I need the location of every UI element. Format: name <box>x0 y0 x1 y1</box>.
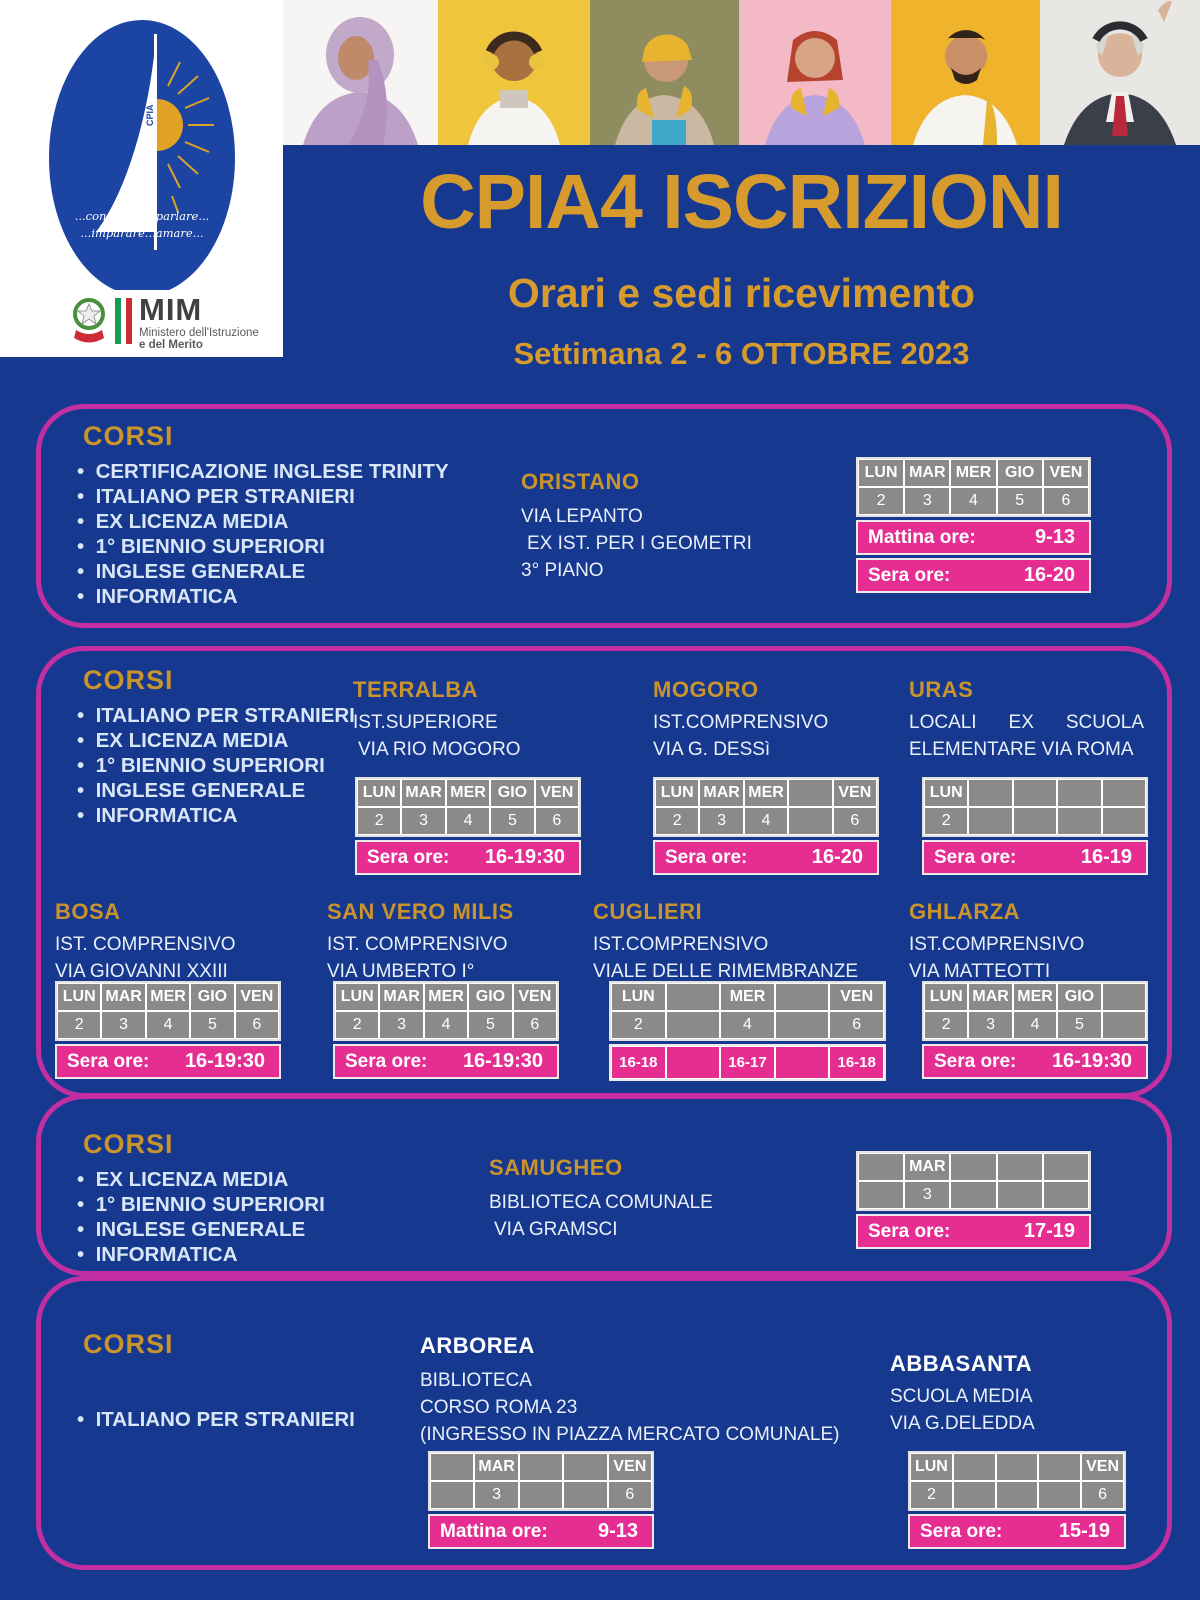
schedule-san-vero-milis <box>333 981 559 1079</box>
date-cell: 5 <box>490 807 534 835</box>
location-name: SAMUGHEO <box>489 1155 623 1180</box>
location-oristano <box>521 469 752 584</box>
corsi-heading: CORSI <box>83 421 174 451</box>
schedule-oristano <box>856 457 1091 593</box>
location-terralba <box>353 677 521 763</box>
photo-man-beard <box>891 0 1040 145</box>
course-item: • INFORMATICA <box>77 803 355 828</box>
day-cell <box>996 1453 1039 1481</box>
address-line: VIALE DELLE RIMEMBRANZE <box>593 961 859 982</box>
flag-bars <box>115 298 132 344</box>
hours-row: Mattina ore: 9-13 <box>856 520 1091 555</box>
person-illustration <box>438 0 590 145</box>
hours-row: Sera ore: 16-19:30 <box>333 1044 559 1079</box>
date-cell: 4 <box>146 1011 190 1039</box>
day-cell: MAR <box>699 779 743 807</box>
hours-slot-cell: 16-17 <box>720 1046 775 1079</box>
day-cell: LUN <box>924 983 968 1011</box>
day-cell <box>953 1453 996 1481</box>
course-item: • INFORMATICA <box>77 584 449 609</box>
date-cell <box>1102 807 1146 835</box>
date-cell: 6 <box>1081 1481 1124 1509</box>
date-cell: 3 <box>699 807 743 835</box>
address-line: (INGRESSO IN PIAZZA MERCATO COMUNALE) <box>420 1424 840 1445</box>
address-line: CORSO ROMA 23 <box>420 1397 578 1418</box>
day-cell: LUN <box>655 779 699 807</box>
hours-row: Sera ore: 17-19 <box>856 1214 1091 1249</box>
person-illustration <box>590 0 739 145</box>
course-item: • CERTIFICAZIONE INGLESE TRINITY <box>77 459 449 484</box>
hours-row: Mattina ore: 9-13 <box>428 1514 654 1549</box>
location-name: URAS <box>909 677 974 702</box>
course-item: • INGLESE GENERALE <box>77 559 449 584</box>
photo-strip <box>283 0 1200 145</box>
address-line: SCUOLA MEDIA <box>890 1386 1033 1407</box>
date-cell: 2 <box>924 807 968 835</box>
course-list <box>77 459 449 609</box>
address-line: VIA UMBERTO I° <box>327 961 475 982</box>
address-line: VIA G.DELEDDA <box>890 1413 1035 1434</box>
address-line: IST. COMPRENSIVO <box>327 934 508 955</box>
section-arborea-abbasanta <box>36 1276 1172 1570</box>
location-name: BOSA <box>55 899 121 924</box>
mim-logo <box>70 294 259 351</box>
day-cell <box>1057 779 1101 807</box>
date-cell: 6 <box>535 807 579 835</box>
date-cell: 4 <box>1013 1011 1057 1039</box>
day-cell <box>1038 1453 1081 1481</box>
day-cell: MER <box>446 779 490 807</box>
person-illustration <box>891 0 1040 145</box>
day-cell: VEN <box>829 983 884 1011</box>
course-list <box>77 1407 355 1432</box>
location-name: ARBOREA <box>420 1333 535 1358</box>
date-cell: 2 <box>655 807 699 835</box>
day-cell: MAR <box>904 459 950 487</box>
course-item: • EX LICENZA MEDIA <box>77 509 449 534</box>
course-item: • ITALIANO PER STRANIERI <box>77 484 449 509</box>
day-cell: LUN <box>858 459 904 487</box>
day-cell <box>968 779 1012 807</box>
hours-row: Sera ore: 16-19:30 <box>922 1044 1148 1079</box>
date-cell <box>1038 1481 1081 1509</box>
date-cell: 6 <box>235 1011 279 1039</box>
date-cell: 5 <box>468 1011 512 1039</box>
photo-student-beanie <box>590 0 739 145</box>
course-item: • INGLESE GENERALE <box>77 778 355 803</box>
address-line: IST.SUPERIORE <box>353 712 498 733</box>
location-name: MOGORO <box>653 677 759 702</box>
date-cell <box>997 1181 1043 1209</box>
corsi-heading: CORSI <box>83 665 174 695</box>
hours-row: Sera ore: 16-20 <box>653 840 879 875</box>
date-cell: 3 <box>379 1011 423 1039</box>
day-cell <box>950 1153 996 1181</box>
day-cell <box>858 1153 904 1181</box>
location-samugheo <box>489 1155 713 1243</box>
schedule-abbasanta <box>908 1451 1126 1549</box>
day-cell: LUN <box>357 779 401 807</box>
date-cell <box>788 807 832 835</box>
date-cell: 5 <box>1057 1011 1101 1039</box>
hours-row: Sera ore: 15-19 <box>908 1514 1126 1549</box>
day-cell: LUN <box>57 983 101 1011</box>
hours-slot-cell <box>666 1046 721 1079</box>
date-cell: 4 <box>720 1011 775 1039</box>
date-cell: 6 <box>1043 487 1089 515</box>
corsi-heading: CORSI <box>83 1129 174 1159</box>
date-cell <box>666 1011 721 1039</box>
date-cell <box>1102 1011 1146 1039</box>
day-cell: VEN <box>235 983 279 1011</box>
schedule-arborea <box>428 1451 654 1549</box>
day-cell: GIO <box>468 983 512 1011</box>
section-oristano <box>36 404 1172 628</box>
day-cell <box>666 983 721 1011</box>
day-cell: GIO <box>190 983 234 1011</box>
corsi-heading: CORSI <box>83 1329 174 1359</box>
flag-red-bar <box>126 298 132 344</box>
date-cell: 3 <box>904 487 950 515</box>
day-cell: MER <box>744 779 788 807</box>
day-cell <box>1043 1153 1089 1181</box>
location-bosa <box>55 899 236 985</box>
hours-slot-cell: 16-18 <box>829 1046 884 1079</box>
date-cell: 6 <box>513 1011 557 1039</box>
course-item: • EX LICENZA MEDIA <box>77 1167 325 1192</box>
course-item: • 1° BIENNIO SUPERIORI <box>77 753 355 778</box>
day-cell <box>519 1453 563 1481</box>
date-cell <box>968 807 1012 835</box>
date-cell: 2 <box>335 1011 379 1039</box>
address-line: IST. COMPRENSIVO <box>55 934 236 955</box>
day-cell: GIO <box>1057 983 1101 1011</box>
address-line: VIA G. DESSì <box>653 739 771 760</box>
location-mogoro <box>653 677 828 763</box>
course-list <box>77 703 355 828</box>
hours-slot-row <box>609 1044 886 1081</box>
location-cuglieri <box>593 899 858 985</box>
date-cell <box>858 1181 904 1209</box>
address-line: LOCALI EX SCUOLA <box>909 712 1144 733</box>
hours-slot-cell: 16-18 <box>611 1046 666 1079</box>
location-uras <box>909 677 1144 763</box>
date-cell: 3 <box>968 1011 1012 1039</box>
address-line: VIA GIOVANNI XXIII <box>55 961 228 982</box>
day-cell <box>997 1153 1043 1181</box>
schedule-mogoro <box>653 777 879 875</box>
day-cell: VEN <box>535 779 579 807</box>
date-cell: 5 <box>190 1011 234 1039</box>
day-cell: MAR <box>101 983 145 1011</box>
day-cell <box>788 779 832 807</box>
address-line: IST.COMPRENSIVO <box>909 934 1085 955</box>
section-samugheo <box>36 1094 1172 1276</box>
page-subtitle: Orari e sedi ricevimento <box>507 270 976 316</box>
address-line: BIBLIOTECA <box>420 1370 532 1391</box>
day-cell: VEN <box>608 1453 652 1481</box>
day-cell: LUN <box>910 1453 953 1481</box>
person-illustration <box>1040 0 1200 145</box>
date-cell <box>953 1481 996 1509</box>
date-cell: 2 <box>858 487 904 515</box>
hours-slot-cell <box>775 1046 830 1079</box>
schedule-ghlarza <box>922 981 1148 1079</box>
hours-row: Sera ore: 16-20 <box>856 558 1091 593</box>
day-cell: MER <box>146 983 190 1011</box>
day-cell: GIO <box>490 779 534 807</box>
course-item: • 1° BIENNIO SUPERIORI <box>77 534 449 559</box>
date-cell: 2 <box>924 1011 968 1039</box>
person-illustration <box>283 0 438 145</box>
date-cell <box>950 1181 996 1209</box>
school-logo-box <box>0 0 283 357</box>
location-name: SAN VERO MILIS <box>327 899 514 924</box>
date-cell: 3 <box>401 807 445 835</box>
course-item: • INFORMATICA <box>77 1242 325 1267</box>
address-line: VIA GRAMSCI <box>494 1219 618 1240</box>
day-cell <box>1102 983 1146 1011</box>
address-line: VIA RIO MOGORO <box>358 739 521 760</box>
location-arborea <box>420 1333 839 1448</box>
day-cell: MAR <box>401 779 445 807</box>
address-line: 3° PIANO <box>521 560 604 581</box>
day-cell: MAR <box>474 1453 518 1481</box>
date-cell <box>996 1481 1039 1509</box>
day-cell: MER <box>950 459 996 487</box>
flag-green-bar <box>115 298 121 344</box>
location-name: CUGLIERI <box>593 899 703 924</box>
hours-row: Sera ore: 16-19 <box>922 840 1148 875</box>
date-cell: 3 <box>101 1011 145 1039</box>
location-name: ORISTANO <box>521 469 640 494</box>
hours-row: Sera ore: 16-19:30 <box>355 840 581 875</box>
date-cell: 4 <box>950 487 996 515</box>
date-cell: 5 <box>997 487 1043 515</box>
day-cell: MER <box>720 983 775 1011</box>
day-cell: VEN <box>1043 459 1089 487</box>
date-cell: 6 <box>829 1011 884 1039</box>
course-item: • ITALIANO PER STRANIERI <box>77 1407 355 1432</box>
day-cell <box>563 1453 607 1481</box>
day-cell: VEN <box>1081 1453 1124 1481</box>
date-cell: 6 <box>833 807 877 835</box>
address-line: BIBLIOTECA COMUNALE <box>489 1192 713 1213</box>
location-san-vero-milis <box>327 899 514 985</box>
date-cell: 2 <box>910 1481 953 1509</box>
cpia-sail-logo <box>0 0 283 290</box>
photo-woman-redhair <box>739 0 891 145</box>
date-cell <box>1013 807 1057 835</box>
date-cell: 2 <box>357 807 401 835</box>
date-cell <box>1043 1181 1089 1209</box>
week-label: Settimana 2 - 6 OTTOBRE 2023 <box>513 336 970 371</box>
date-cell: 4 <box>744 807 788 835</box>
schedule-bosa <box>55 981 281 1079</box>
page-title: CPIA4 ISCRIZIONI <box>420 159 1063 245</box>
date-cell <box>563 1481 607 1509</box>
day-cell <box>775 983 830 1011</box>
address-line: VIA LEPANTO <box>521 506 643 527</box>
location-ghlarza <box>909 899 1084 985</box>
course-list <box>77 1167 325 1267</box>
day-cell: LUN <box>611 983 666 1011</box>
course-item: • 1° BIENNIO SUPERIORI <box>77 1192 325 1217</box>
day-cell: GIO <box>997 459 1043 487</box>
day-cell: LUN <box>924 779 968 807</box>
address-line: VIA MATTEOTTI <box>909 961 1051 982</box>
day-cell: VEN <box>833 779 877 807</box>
schedule-samugheo <box>856 1151 1091 1249</box>
photo-girl-headphones <box>438 0 590 145</box>
address-line: EX IST. PER I GEOMETRI <box>527 533 752 554</box>
day-cell: MAR <box>968 983 1012 1011</box>
section-terralba-area <box>36 646 1172 1098</box>
photo-senior-man <box>1040 0 1200 145</box>
date-cell: 2 <box>57 1011 101 1039</box>
day-cell <box>430 1453 474 1481</box>
address-line: ELEMENTARE VIA ROMA <box>909 739 1134 760</box>
day-cell: VEN <box>513 983 557 1011</box>
location-name: TERRALBA <box>353 677 478 702</box>
day-cell <box>1102 779 1146 807</box>
date-cell: 4 <box>446 807 490 835</box>
date-cell <box>1057 807 1101 835</box>
date-cell: 3 <box>474 1481 518 1509</box>
day-cell: MER <box>424 983 468 1011</box>
day-cell: LUN <box>335 983 379 1011</box>
mim-acronym: MIM <box>139 292 203 327</box>
photo-woman-hijab <box>283 0 438 145</box>
day-cell: MAR <box>379 983 423 1011</box>
date-cell: 3 <box>904 1181 950 1209</box>
schedule-cuglieri <box>609 981 886 1081</box>
italy-emblem-icon <box>70 294 108 346</box>
location-abbasanta <box>890 1351 1035 1437</box>
location-name: GHLARZA <box>909 899 1021 924</box>
mim-ministry-line2: e del Merito <box>139 338 203 351</box>
hours-row: Sera ore: 16-19:30 <box>55 1044 281 1079</box>
date-cell <box>519 1481 563 1509</box>
mim-ministry-line1: Ministero dell'Istruzione <box>139 327 259 339</box>
schedule-terralba <box>355 777 581 875</box>
logo-motto-1: ...conoscere...parlare... <box>74 209 210 223</box>
svg-text:CPIA: CPIA <box>145 104 155 126</box>
date-cell: 6 <box>608 1481 652 1509</box>
logo-motto-2: ...imparare...amare... <box>80 226 204 240</box>
day-cell: MAR <box>904 1153 950 1181</box>
date-cell <box>430 1481 474 1509</box>
address-line: IST.COMPRENSIVO <box>593 934 769 955</box>
day-cell <box>1013 779 1057 807</box>
person-illustration <box>739 0 891 145</box>
location-name: ABBASANTA <box>890 1351 1033 1376</box>
course-item: • EX LICENZA MEDIA <box>77 728 355 753</box>
date-cell <box>775 1011 830 1039</box>
schedule-uras <box>922 777 1148 875</box>
date-cell: 4 <box>424 1011 468 1039</box>
day-cell: MER <box>1013 983 1057 1011</box>
course-item: • ITALIANO PER STRANIERI <box>77 703 355 728</box>
date-cell: 2 <box>611 1011 666 1039</box>
course-item: • INGLESE GENERALE <box>77 1217 325 1242</box>
address-line: IST.COMPRENSIVO <box>653 712 829 733</box>
